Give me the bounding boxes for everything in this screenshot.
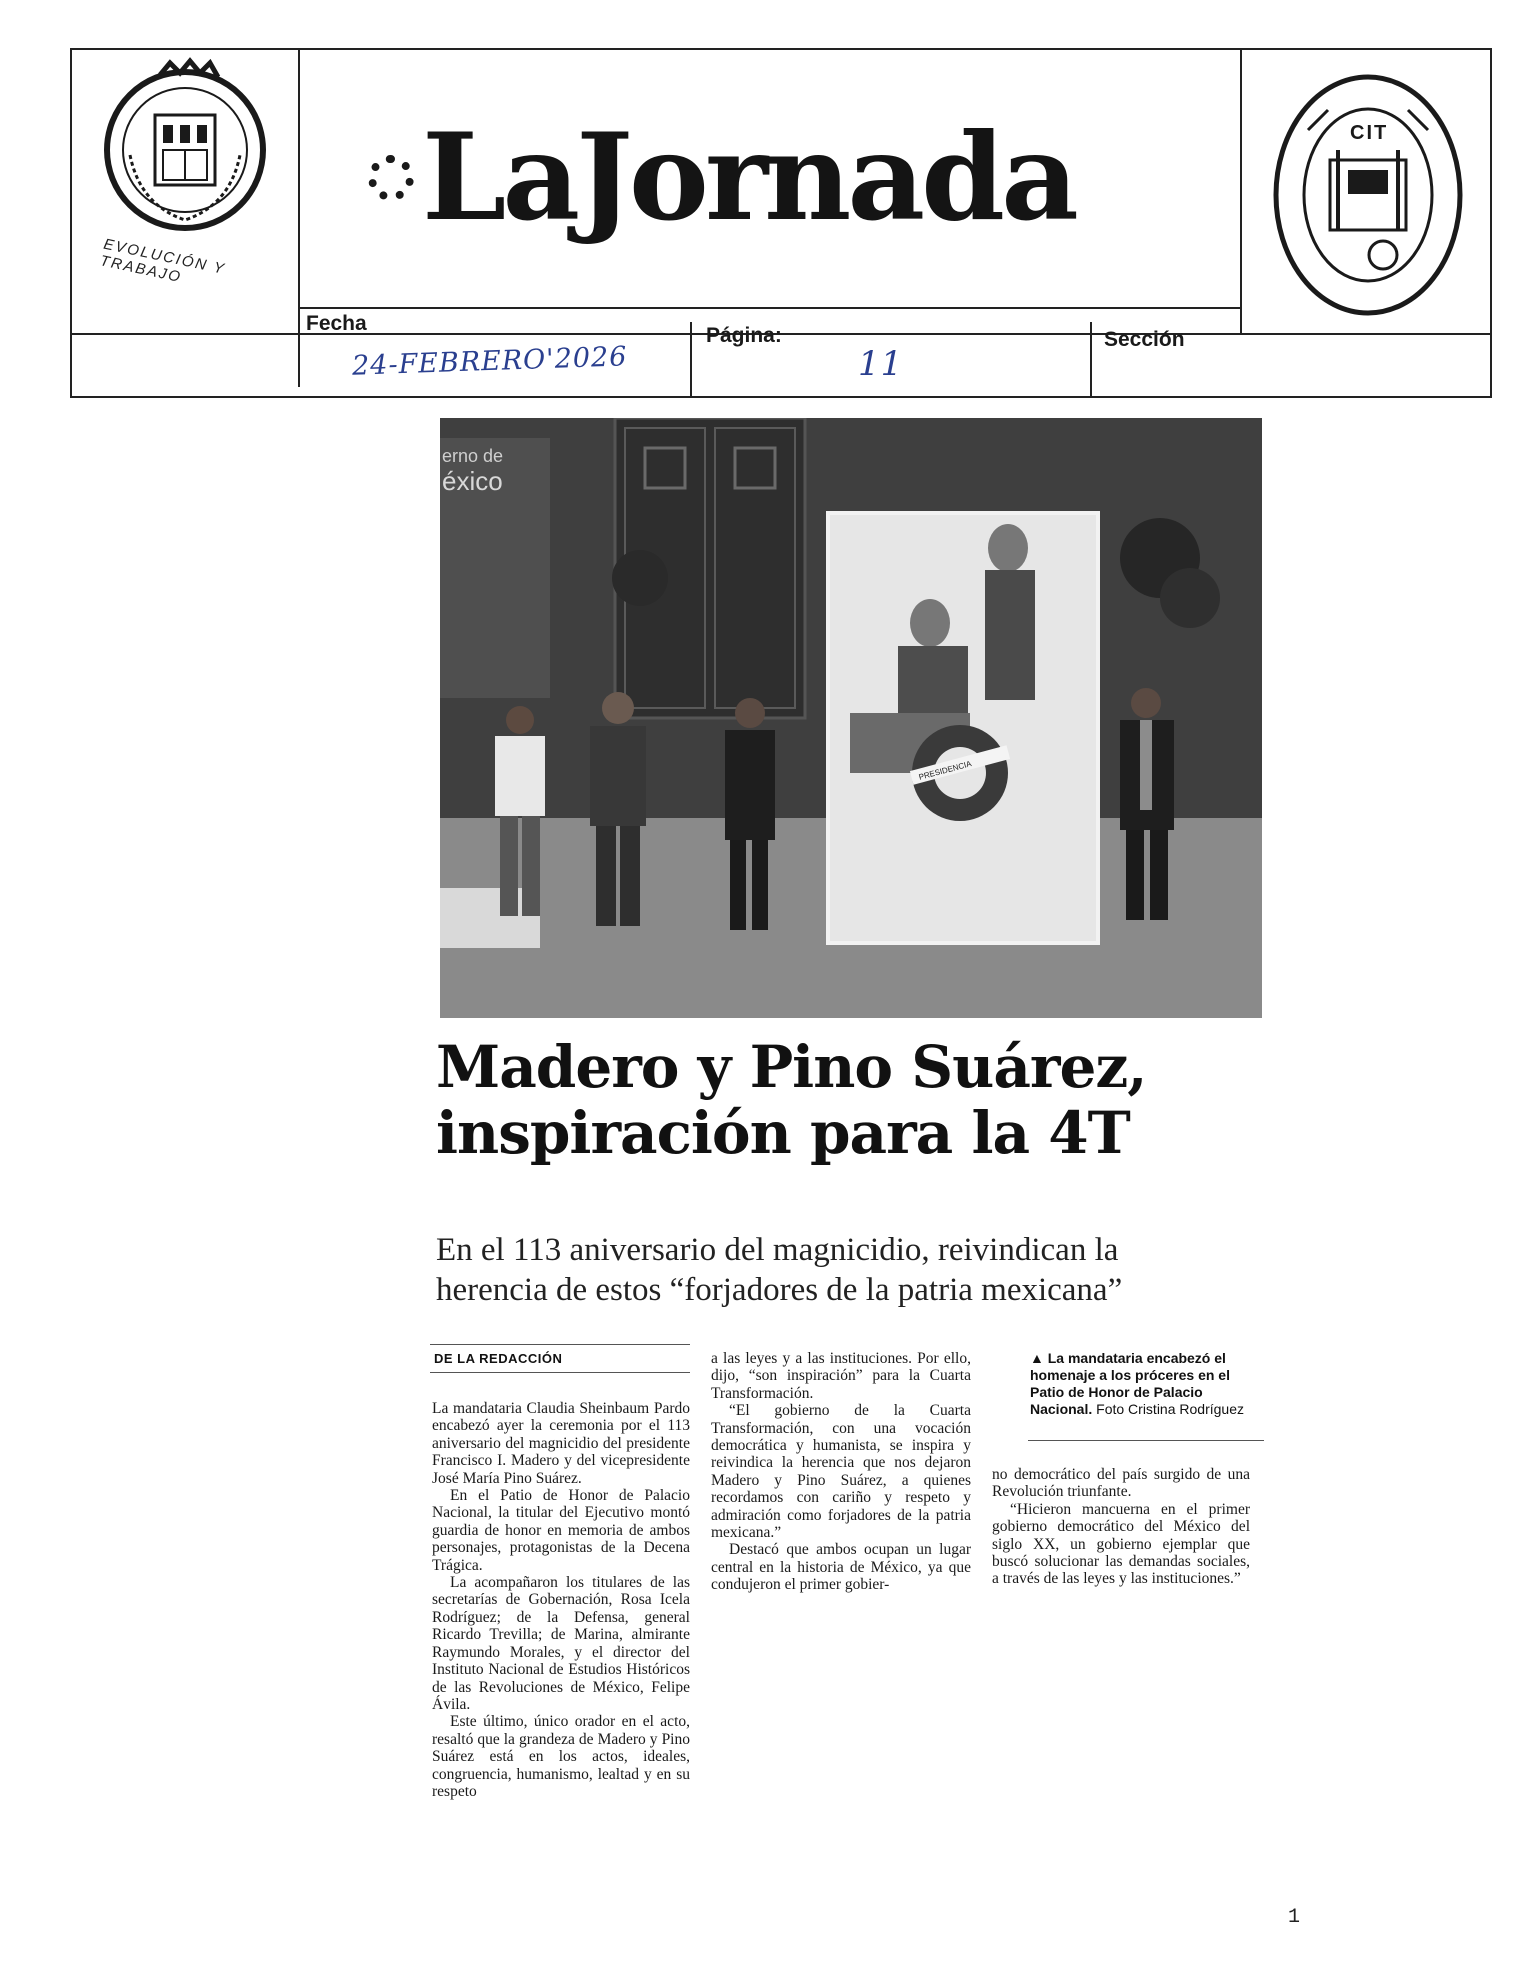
wreath-ribbon-text: PRESIDENCIA [917,759,973,782]
col1-paragraph-3: La acompañaron los titulares de las secretarías de Gobernación, Rosa Icela Rodríguez; de la Defensa, general Ricardo Trevilla; de Marina, almirante Raymundo Morales, y el director del Instituto Nacional de Estudios Históricos de las Revoluciones de México, Felipe Ávila. [432,1574,690,1713]
caption-credit: Foto Cristina Rodríguez [1096,1401,1244,1417]
masthead-logo [368,107,1075,248]
union-seal-emblem [100,55,270,255]
byline: DE LA REDACCIÓN [434,1351,563,1366]
article-subhead [436,1230,1316,1310]
caption-text: La mandataria encabezó el homenaje a los próceres en el Patio de Honor de Palacio Nacional. [1030,1350,1230,1417]
col2-paragraph-2: “El gobierno de la Cuarta Transformación, con una vocación democrática y humanista, se inspira y reivindica la herencia que nos dejaron Madero y Pino Suárez, a quienes recordamos con cariño y respeto y admiración como forjadores de la patria mexicana.” [711,1402,971,1542]
ceremony-photo [440,418,1262,1018]
headline-line-2: inspiración para la 4T [436,1099,1130,1167]
photo-caption [1030,1350,1262,1418]
fecha-label: Fecha [306,312,367,335]
col2-paragraph-3: Destacó que ambos ocupan un lugar central en la historia de México, ya que condujeron el primer gobier- [711,1541,971,1594]
article-column-3 [992,1466,1250,1588]
subhead-line-1: En el 113 aniversario del magnicidio, reivindican la [436,1232,1119,1268]
caption-rule [1028,1440,1264,1441]
news-photo [440,418,1262,1018]
article-column-1 [432,1400,690,1800]
col3-paragraph-2: “Hicieron mancuerna en el primer gobierno democrático del México del siglo XX, un gobierno ejemplar que buscó solucionar las demandas sociales, a través de las leyes y las instituciones.” [992,1500,1250,1588]
page-number: 1 [1288,1906,1301,1929]
col1-paragraph-1: La mandataria Claudia Sheinbaum Pardo encabezó ayer la ceremonia por el 113 aniversario del magnicidio del presidente Francisco I. Madero y del vicepresidente José María Pino Suárez. [432,1400,690,1487]
seccion-label: Sección [1104,328,1185,351]
field-divider-1 [690,322,692,398]
photo-banner-text-1: erno de [442,446,504,466]
headline-line-1: Madero y Pino Suárez, [436,1033,1147,1101]
fecha-value: 24-FEBRERO'2026 [351,341,628,382]
col1-paragraph-2: En el Patio de Honor de Palacio Nacional, la titular del Ejecutivo montó guardia de honor en memoria de ambos personajes, protagonistas de la Decena Trágica. [432,1487,690,1574]
field-divider-0 [298,307,300,387]
masthead-title: LaJornada [422,107,1075,248]
union-seal-left [100,55,270,305]
field-divider-2 [1090,322,1092,398]
caption-marker-icon: ▲ [1030,1350,1044,1366]
article-headline [436,1034,1316,1166]
union-seal-motto: EVOLUCIÓN Y TRABAJO [98,235,227,287]
subhead-line-2: herencia de estos “forjadores de la patria mexicana” [436,1272,1123,1308]
header-divider-left [298,48,300,308]
pagina-label: Página: [706,324,782,347]
masthead-bottom-rule [298,307,1242,309]
sun-icon [368,155,414,201]
col2-paragraph-1: a las leyes y a las instituciones. Por ello, dijo, “son inspiración” para la Cuarta Transformación. [711,1350,971,1402]
cit-seal-right [1268,70,1468,320]
article-column-2 [711,1350,971,1594]
byline-rule-bottom [430,1372,690,1373]
pagina-value: 11 [858,344,904,384]
byline-rule-top [430,1344,690,1345]
photo-banner-text-2: éxico [442,466,503,496]
cit-seal-emblem [1268,70,1468,320]
col3-paragraph-1: no democrático del país surgido de una Revolución triunfante. [992,1466,1250,1501]
col1-paragraph-4: Este último, único orador en el acto, resaltó que la grandeza de Madero y Pino Suárez está en los actos, ideales, congruencia, humanismo, lealtad y en su respeto [432,1713,690,1800]
header-divider-right [1240,48,1242,334]
cit-seal-center: CIT [1350,122,1389,144]
